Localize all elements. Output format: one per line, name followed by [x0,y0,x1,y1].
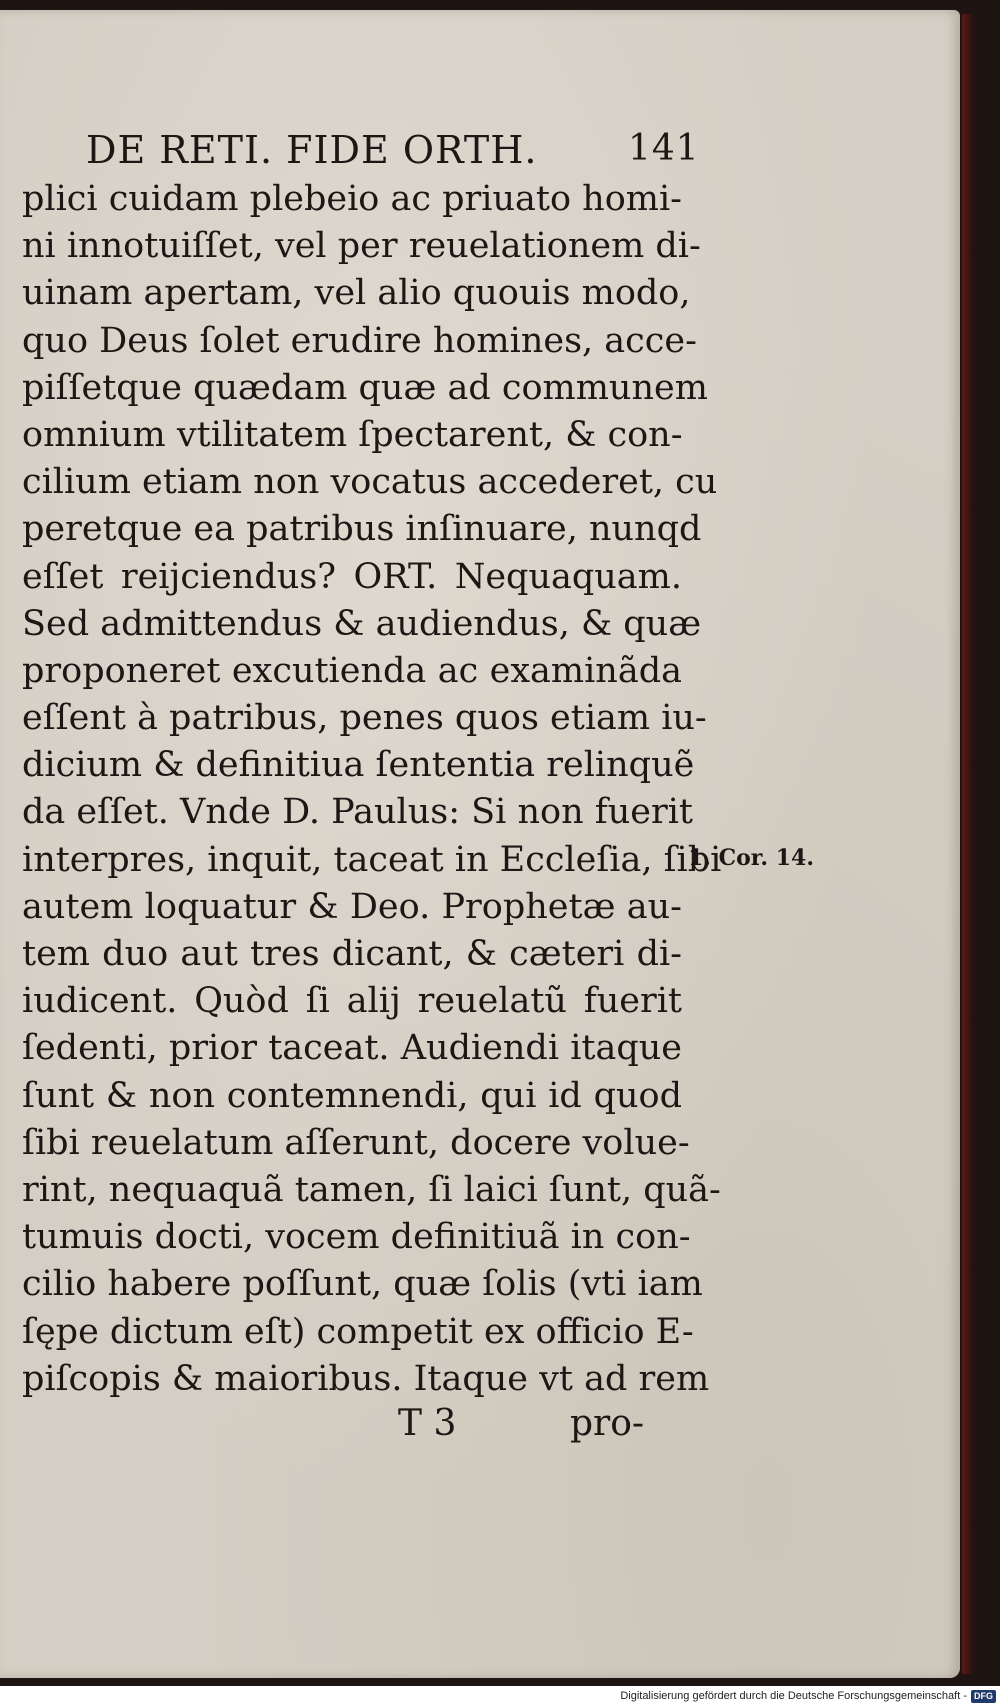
text-line: iudicent. Quòd ſi alij reuelatũ fuerit [22,981,682,1022]
signature-mark: T 3 [398,1402,457,1444]
text-line: ſedenti, prior taceat. Audiendi itaque [22,1028,682,1069]
text-line: piſſetque quædam quæ ad communem [22,367,708,408]
text-line: ſibi reuelatum aſſerunt, docere volue- [22,1122,690,1163]
running-header [22,128,702,176]
running-title: DE RETI. FIDE ORTH. [86,128,538,172]
catchword: pro- [570,1402,645,1444]
page-text-block [22,128,722,1453]
text-line: ſunt & non contemnendi, qui id quod [22,1075,682,1116]
credit-text: Digitalisierung gefördert durch die Deutsche Forschungsgemeinschaft - [620,1690,967,1702]
text-line: omnium vtilitatem ſpectarent, & con- [22,414,683,455]
text-line: quo Deus ſolet erudire homines, acce- [22,320,697,361]
dfg-logo: DFG [971,1690,996,1703]
text-line: eſſet reijciendus? ORT. Nequaquam. [22,556,682,597]
text-line: interpres, inquit, taceat in Eccleſia, ſibi [22,839,722,880]
text-line: eſſent à patribus, penes quos etiam iu- [22,698,707,739]
text-line: tumuis docti, vocem definitiuã in con- [22,1217,691,1258]
page-number: 141 [628,128,700,169]
text-line: ſępe dictum eſt) competit ex officio E- [22,1311,694,1352]
catch-line [22,1403,702,1453]
text-line: autem loquatur & Deo. Prophetæ au- [22,886,682,927]
text-line: cilio habere poſſunt, quæ ſolis (vti iam [22,1264,703,1305]
text-line: dicium & definitiua ſententia relinquẽ [22,745,695,786]
marginal-note: 1. Cor. 14. [688,845,814,871]
page-edge [962,14,974,1674]
text-line: da eſſet. Vnde D. Paulus: Si non fuerit [22,792,693,833]
body-text [22,176,722,1403]
book-page [0,10,960,1678]
text-line: piſcopis & maioribus. Itaque vt ad rem [22,1358,710,1399]
text-line: uinam apertam, vel alio quouis modo, [22,273,691,314]
text-line: ni innotuiſſet, vel per reuelationem di- [22,226,701,267]
text-line: plici cuidam plebeio ac priuato homi- [22,179,682,219]
text-line: tem duo aut tres dicant, & cæteri di- [22,934,682,974]
text-line: proponeret excutienda ac examinãda [22,650,682,691]
digitization-credit [620,1688,996,1704]
text-line: peretque ea patribus inſinuare, nunqd [22,509,702,550]
text-line: cilium etiam non vocatus accederet, cu [22,462,718,503]
text-line: Sed admittendus & audiendus, & quæ [22,603,702,644]
text-line: rint, nequaquã tamen, ſi laici ſunt, quã- [22,1169,721,1210]
